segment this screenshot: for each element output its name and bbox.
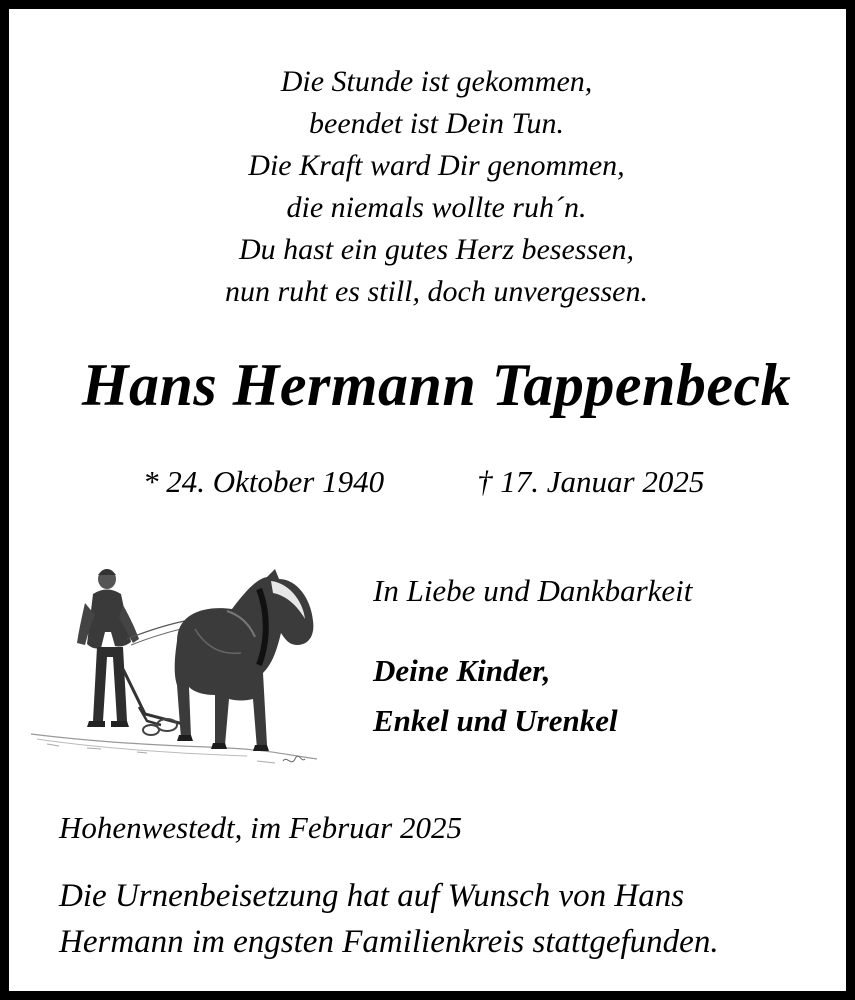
poem-line-3: Die Kraft ward Dir genommen, <box>248 149 625 182</box>
poem-line-2: beendet ist Dein Tun. <box>309 107 564 140</box>
mourners-names <box>373 646 618 746</box>
burial-notice <box>59 873 719 965</box>
mourners-intro: In Liebe und Dankbarkeit <box>373 573 693 608</box>
deceased-name: Hans Hermann Tappenbeck <box>81 352 792 418</box>
burial-notice-line-1: Die Urnenbeisetzung hat auf Wunsch von Hans <box>59 878 685 914</box>
mourners-line-1: Deine Kinder, <box>373 653 551 688</box>
death-date: † 17. Januar 2025 <box>477 464 705 499</box>
poem-line-1: Die Stunde ist gekommen, <box>280 65 593 98</box>
poem-line-4: die niemals wollte ruh´n. <box>286 191 587 224</box>
place-date: Hohenwestedt, im Februar 2025 <box>59 810 462 845</box>
plowing-farmer-horse-sketch-icon <box>27 549 327 781</box>
mourners-line-2: Enkel und Urenkel <box>373 703 618 738</box>
birth-date: * 24. Oktober 1940 <box>143 464 385 499</box>
poem-line-5: Du hast ein gutes Herz besessen, <box>239 233 634 266</box>
poem-line-6: nun ruht es still, doch unvergessen. <box>224 275 648 308</box>
poem <box>9 61 855 313</box>
burial-notice-line-2: Hermann im engsten Familienkreis stattgefunden. <box>59 924 719 960</box>
